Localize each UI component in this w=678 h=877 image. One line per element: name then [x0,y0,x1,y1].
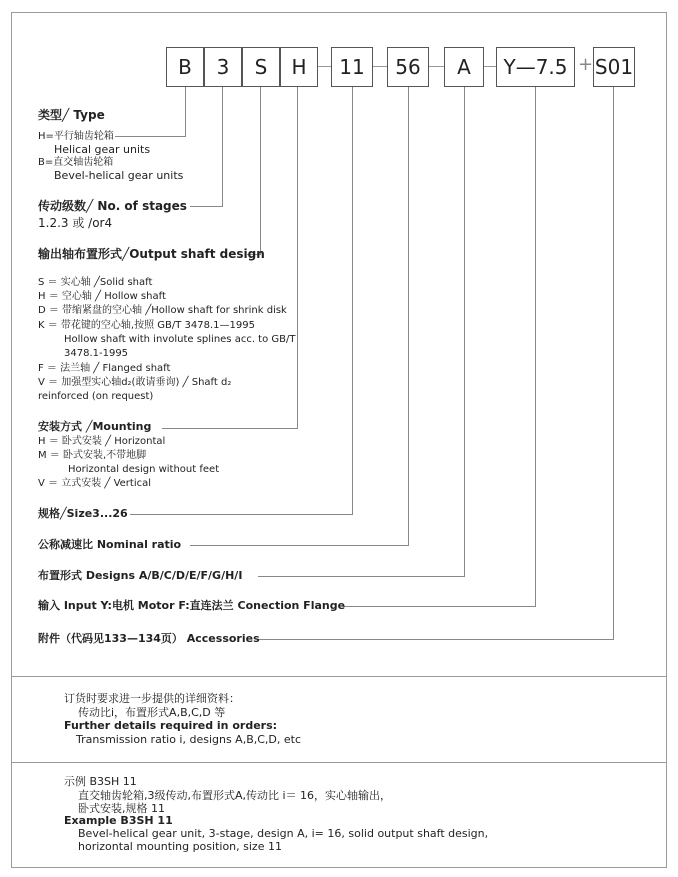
order-en-title: Further details required in orders: [64,719,278,732]
shaft-heading: 输出轴布置形式╱Output shaft design [38,247,265,261]
shaft-item: V ＝ 加强型实心轴d₂(敢请垂询) ╱ Shaft d₂ [38,377,232,388]
connector-input [535,87,536,607]
connector-accessories [258,639,614,640]
example-cn-body-1: 直交轴齿轮箱,3级传动,布置形式A,传动比 i＝ 16，实心轴输出， [78,789,392,802]
code-box-mounting: H [280,47,318,87]
type-option-b: B=直交轴齿轮箱 [38,157,114,168]
connector-mounting [297,87,298,429]
shaft-item: 3478.1-1995 [64,348,129,359]
connector-size [130,514,353,515]
code-dash [373,66,387,67]
code-box-shaft: S [242,47,280,87]
connector-stages [190,206,223,207]
mounting-item: M ＝ 卧式安装,不带地脚 [38,450,147,461]
type-option-h-desc: Helical gear units [54,143,151,156]
size-heading: 规格╱Size3...26 [38,507,128,520]
shaft-item: K ＝ 带花键的空心轴,按照 GB/T 3478.1—1995 [38,320,255,331]
code-dash [429,66,444,67]
shaft-item: Hollow shaft with involute splines acc. to GB/T [64,334,296,345]
code-plus: + [578,54,594,75]
example-en-title: Example B3SH 11 [64,814,173,827]
connector-design [464,87,465,577]
code-box-design: A [444,47,484,87]
shaft-item: reinforced (on request) [38,391,154,402]
example-en-body-1: Bevel-helical gear unit, 3-stage, design A, i= 16, solid output shaft design, [78,827,489,840]
mounting-item: Horizontal design without feet [68,464,220,475]
code-box-accessories: S01 [593,47,635,87]
connector-design [258,576,465,577]
example-en-body-2: horizontal mounting position, size 11 [78,840,282,853]
example-cn-title: 示例 B3SH 11 [64,775,137,788]
connector-mounting [162,428,298,429]
example-cn-body-2: 卧式安装,规格 11 [78,802,165,815]
connector-ratio [408,87,409,546]
code-dash [318,66,331,67]
connector-type [185,87,186,136]
order-cn-title: 订货时要求进一步提供的详细资料： [64,692,240,705]
shaft-item: D ＝ 带缩紧盘的空心轴 ╱Hollow shaft for shrink disk [38,305,287,316]
connector-shaft [260,87,261,255]
mounting-heading: 安装方式 ╱Mounting [38,420,152,433]
divider-example [11,762,667,763]
connector-ratio [190,545,409,546]
code-box-type: B [166,47,204,87]
code-box-ratio: 56 [387,47,429,87]
order-en-body: Transmission ratio i, designs A,B,C,D, etc [76,733,302,746]
code-box-stages: 3 [204,47,242,87]
accessories-heading: 附件（代码见133—134页） Accessories [38,632,260,645]
mounting-item: V ＝ 立式安装 ╱ Vertical [38,478,152,489]
designs-heading: 布置形式 Designs A/B/C/D/E/F/G/H/I [38,569,243,582]
code-box-size: 11 [331,47,373,87]
connector-accessories [613,87,614,640]
mounting-item: H ＝ 卧式安装 ╱ Horizontal [38,436,166,447]
connector-input [343,606,536,607]
ratio-heading: 公称减速比 Nominal ratio [38,538,182,551]
connector-size [352,87,353,515]
code-dash [484,66,496,67]
stages-heading: 传动级数╱ No. of stages [38,199,187,213]
shaft-item: S ＝ 实心轴 ╱Solid shaft [38,277,153,288]
code-box-input: Y—7.5 [496,47,575,87]
input-heading: 输入 Input Y:电机 Motor F:直连法兰 Conection Flange [38,599,346,612]
type-option-b-desc: Bevel-helical gear units [54,169,184,182]
connector-stages [222,87,223,207]
stages-values: 1.2.3 或 /or4 [38,216,113,230]
type-option-h: H=平行轴齿轮箱 [38,131,114,142]
divider-order [11,676,667,677]
shaft-item: H ＝ 空心轴 ╱ Hollow shaft [38,291,166,302]
shaft-item: F ＝ 法兰轴 ╱ Flanged shaft [38,363,171,374]
connector-type [115,136,186,137]
order-cn-body: 传动比i，布置形式A,B,C,D 等 [78,706,226,719]
type-heading: 类型╱ Type [38,108,105,122]
